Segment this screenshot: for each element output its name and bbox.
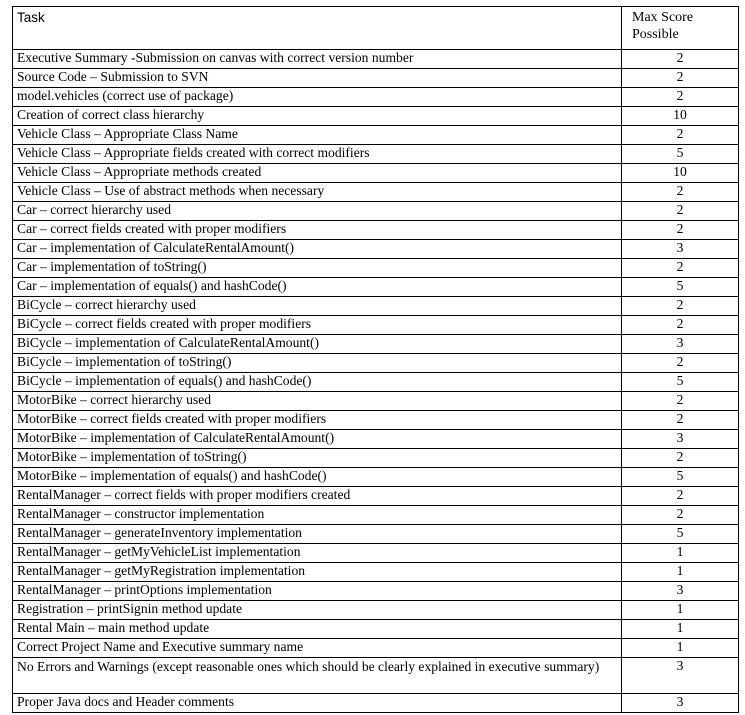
table-row <box>13 506 739 525</box>
table-row <box>13 449 739 468</box>
table-row <box>13 316 739 335</box>
task-cell: RentalManager – printOptions implementation <box>13 582 622 601</box>
max-score-header-line2: Possible <box>632 27 679 42</box>
table-row <box>13 468 739 487</box>
task-cell: Vehicle Class – Appropriate methods created <box>13 164 622 183</box>
score-cell: 5 <box>622 525 739 544</box>
table-row <box>13 601 739 620</box>
score-cell: 2 <box>622 259 739 278</box>
score-cell: 2 <box>622 202 739 221</box>
score-cell: 2 <box>622 449 739 468</box>
score-cell: 2 <box>622 316 739 335</box>
score-cell: 3 <box>622 430 739 449</box>
score-cell: 2 <box>622 126 739 145</box>
task-cell: Car – correct hierarchy used <box>13 202 622 221</box>
score-cell: 1 <box>622 544 739 563</box>
table-row <box>13 259 739 278</box>
table-row <box>13 354 739 373</box>
score-cell: 5 <box>622 145 739 164</box>
table-row <box>13 50 739 69</box>
task-cell: MotorBike – implementation of equals() and hashCode() <box>13 468 622 487</box>
score-cell: 2 <box>622 487 739 506</box>
score-cell: 3 <box>622 335 739 354</box>
task-cell: RentalManager – getMyVehicleList implementation <box>13 544 622 563</box>
task-cell: Creation of correct class hierarchy <box>13 107 622 126</box>
score-cell: 1 <box>622 601 739 620</box>
score-cell: 2 <box>622 506 739 525</box>
score-cell: 10 <box>622 107 739 126</box>
score-cell: 3 <box>622 240 739 259</box>
score-cell: 2 <box>622 183 739 202</box>
table-row <box>13 392 739 411</box>
table-row <box>13 221 739 240</box>
table-header-row <box>13 7 739 50</box>
score-cell: 1 <box>622 620 739 639</box>
score-cell: 2 <box>622 392 739 411</box>
task-cell: Car – correct fields created with proper modifiers <box>13 221 622 240</box>
table-row <box>13 278 739 297</box>
score-cell: 2 <box>622 354 739 373</box>
score-cell: 3 <box>622 582 739 601</box>
table-row <box>13 297 739 316</box>
score-cell: 5 <box>622 468 739 487</box>
max-score-header-line1: Max Score <box>632 10 694 25</box>
score-cell: 3 <box>622 658 739 694</box>
task-cell: BiCycle – implementation of equals() and hashCode() <box>13 373 622 392</box>
score-cell: 2 <box>622 88 739 107</box>
table-row <box>13 240 739 259</box>
task-cell: MotorBike – correct fields created with proper modifiers <box>13 411 622 430</box>
table-row <box>13 107 739 126</box>
task-cell: BiCycle – implementation of toString() <box>13 354 622 373</box>
table-row <box>13 694 739 713</box>
table-body <box>13 50 739 713</box>
task-cell: MotorBike – correct hierarchy used <box>13 392 622 411</box>
score-cell: 1 <box>622 563 739 582</box>
task-cell: RentalManager – getMyRegistration implementation <box>13 563 622 582</box>
grading-rubric-table <box>12 6 739 713</box>
task-cell: No Errors and Warnings (except reasonable ones which should be clearly explained in executive summary) <box>13 658 622 694</box>
table-row <box>13 69 739 88</box>
task-cell: MotorBike – implementation of toString() <box>13 449 622 468</box>
task-cell: BiCycle – correct hierarchy used <box>13 297 622 316</box>
task-cell: Executive Summary -Submission on canvas with correct version number <box>13 50 622 69</box>
task-cell: Proper Java docs and Header comments <box>13 694 622 713</box>
table-row <box>13 164 739 183</box>
table-row <box>13 620 739 639</box>
task-cell: Car – implementation of equals() and hashCode() <box>13 278 622 297</box>
table-row <box>13 373 739 392</box>
task-cell: Registration – printSignin method update <box>13 601 622 620</box>
table-row <box>13 335 739 354</box>
table-row <box>13 582 739 601</box>
task-cell: BiCycle – implementation of CalculateRentalAmount() <box>13 335 622 354</box>
score-cell: 5 <box>622 373 739 392</box>
task-cell: Correct Project Name and Executive summary name <box>13 639 622 658</box>
score-cell: 1 <box>622 639 739 658</box>
task-cell: Car – implementation of toString() <box>13 259 622 278</box>
table-row <box>13 563 739 582</box>
score-cell: 2 <box>622 297 739 316</box>
task-cell: RentalManager – generateInventory implementation <box>13 525 622 544</box>
score-cell: 10 <box>622 164 739 183</box>
task-cell: RentalManager – correct fields with proper modifiers created <box>13 487 622 506</box>
table-row <box>13 658 739 694</box>
score-cell: 3 <box>622 694 739 713</box>
score-cell: 5 <box>622 278 739 297</box>
score-cell: 2 <box>622 69 739 88</box>
task-cell: RentalManager – constructor implementation <box>13 506 622 525</box>
task-cell: MotorBike – implementation of CalculateRentalAmount() <box>13 430 622 449</box>
table-row <box>13 411 739 430</box>
table-row <box>13 88 739 107</box>
table-row <box>13 639 739 658</box>
task-cell: Rental Main – main method update <box>13 620 622 639</box>
max-score-column-header <box>622 7 739 50</box>
score-cell: 2 <box>622 50 739 69</box>
table-row <box>13 487 739 506</box>
task-column-header: Task <box>13 7 622 50</box>
task-cell: Vehicle Class – Appropriate Class Name <box>13 126 622 145</box>
table-row <box>13 145 739 164</box>
table-row <box>13 430 739 449</box>
task-cell: Source Code – Submission to SVN <box>13 69 622 88</box>
table-row <box>13 202 739 221</box>
task-cell: BiCycle – correct fields created with proper modifiers <box>13 316 622 335</box>
score-cell: 2 <box>622 221 739 240</box>
table-row <box>13 544 739 563</box>
task-cell: Vehicle Class – Use of abstract methods when necessary <box>13 183 622 202</box>
task-cell: model.vehicles (correct use of package) <box>13 88 622 107</box>
table-row <box>13 126 739 145</box>
table-row <box>13 183 739 202</box>
task-cell: Car – implementation of CalculateRentalAmount() <box>13 240 622 259</box>
task-cell: Vehicle Class – Appropriate fields created with correct modifiers <box>13 145 622 164</box>
table-row <box>13 525 739 544</box>
score-cell: 2 <box>622 411 739 430</box>
